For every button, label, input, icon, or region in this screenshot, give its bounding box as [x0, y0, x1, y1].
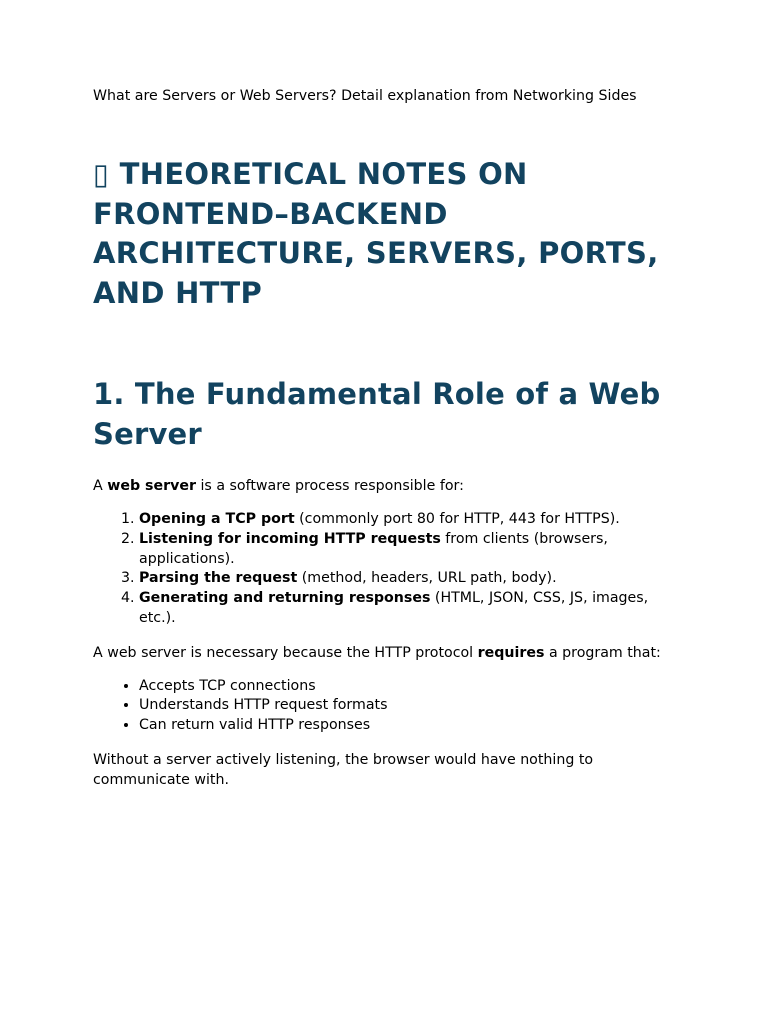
- list-item-bold: Opening a TCP port: [139, 511, 295, 527]
- list-item: [139, 510, 676, 530]
- missing-glyph-icon: ▯: [93, 157, 110, 191]
- main-title: [93, 155, 676, 313]
- list-item: • Can return valid HTTP responses: [139, 716, 676, 736]
- list-item: [139, 530, 676, 570]
- intro-text: What are Servers or Web Servers? Detail explanation from Networking Sides: [93, 88, 637, 104]
- list-item: • Accepts TCP connections: [139, 677, 676, 697]
- list-item: [139, 589, 676, 629]
- paragraph-web-server-definition: [93, 476, 676, 496]
- paragraph-text: A: [93, 478, 108, 494]
- list-item: • Understands HTTP request formats: [139, 696, 676, 716]
- main-title-text: THEORETICAL NOTES ON FRONTEND–BACKEND ARCHITECTURE, SERVERS, PORTS, AND HTTP: [93, 157, 659, 310]
- list-item-text: (commonly port 80 for HTTP, 443 for HTTPS).: [294, 511, 620, 527]
- list-item-text: from clients (browsers, applications).: [139, 530, 608, 567]
- paragraph-text: is a software process responsible for:: [195, 478, 464, 494]
- bold-term: requires: [477, 644, 545, 661]
- list-item-bold: Parsing the request: [139, 570, 298, 587]
- paragraph-text: a program that:: [544, 644, 661, 661]
- list-item-bold: Listening for incoming HTTP requests: [139, 530, 441, 547]
- paragraph-conclusion: Without a server actively listening, the browser would have nothing to communicate with.: [93, 751, 594, 788]
- responsibilities-list: [93, 510, 676, 629]
- list-item-bold: Generating and returning responses: [139, 590, 431, 607]
- bold-term: web server: [107, 478, 196, 494]
- list-item-text: (method, headers, URL path, body).: [297, 570, 557, 587]
- requirements-list: [93, 677, 676, 736]
- list-item: [139, 569, 676, 589]
- paragraph-text: A web server is necessary because the HTTP protocol: [93, 644, 478, 661]
- section-title: 1. The Fundamental Role of a Web Server: [93, 377, 661, 451]
- paragraph-http-requirement: [93, 643, 676, 663]
- list-item-text: (HTML, JSON, CSS, JS, images, etc.).: [139, 590, 649, 626]
